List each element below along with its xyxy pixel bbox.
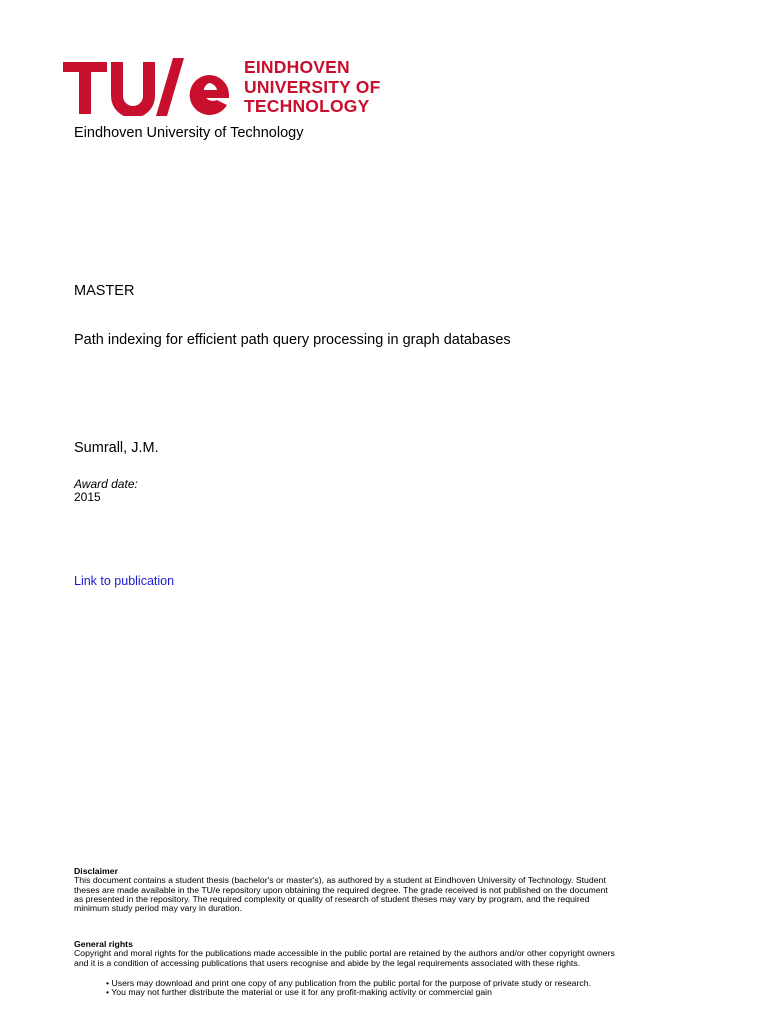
- logo-line-2: UNIVERSITY OF: [244, 76, 381, 97]
- general-rights-section: [74, 940, 734, 968]
- logo-line-3: TECHNOLOGY: [244, 96, 370, 116]
- disclaimer-line: as presented in the repository. The required complexity or quality of research of student theses may vary by program, and the required: [74, 893, 590, 904]
- logo-line-1: EINDHOVEN: [244, 57, 350, 77]
- tue-logo-mark: [63, 58, 233, 116]
- disclaimer-line: This document contains a student thesis (bachelor's or master's), as authored by a student at Eindhoven University of Technology. Student: [74, 875, 606, 886]
- disclaimer-line: minimum study period may vary in duration.: [74, 903, 243, 914]
- publication-link[interactable]: Link to publication: [74, 574, 175, 588]
- rights-bullet: • Users may download and print one copy of any publication from the public portal for the purpose of private study or research.: [106, 978, 591, 988]
- general-rights-line: and it is a condition of accessing publications that users recognise and abide by the legal requirements associated with these rights.: [74, 957, 581, 968]
- tue-logo: [63, 58, 393, 120]
- author-name: Sumrall, J.M.: [74, 440, 159, 456]
- award-date-value: 2015: [74, 490, 101, 504]
- general-rights-bullets: [106, 979, 726, 998]
- tue-logo-wordmark: [244, 58, 394, 117]
- award-date-label: Award date:: [74, 477, 138, 491]
- institution-name: Eindhoven University of Technology: [74, 125, 304, 141]
- rights-bullet: • You may not further distribute the material or use it for any profit-making activity or commercial gain: [106, 987, 492, 998]
- disclaimer-heading: Disclaimer: [74, 866, 118, 876]
- disclaimer-section: [74, 867, 734, 913]
- general-rights-line: Copyright and moral rights for the publications made accessible in the public portal are retained by the authors and/or other copyright owners: [74, 948, 615, 959]
- disclaimer-line: theses are made available in the TU/e repository upon obtaining the required degree. The grade received is not published on the document: [74, 884, 608, 895]
- document-type: MASTER: [74, 283, 135, 299]
- thesis-title: Path indexing for efficient path query processing in graph databases: [74, 332, 511, 348]
- general-rights-heading: General rights: [74, 939, 133, 949]
